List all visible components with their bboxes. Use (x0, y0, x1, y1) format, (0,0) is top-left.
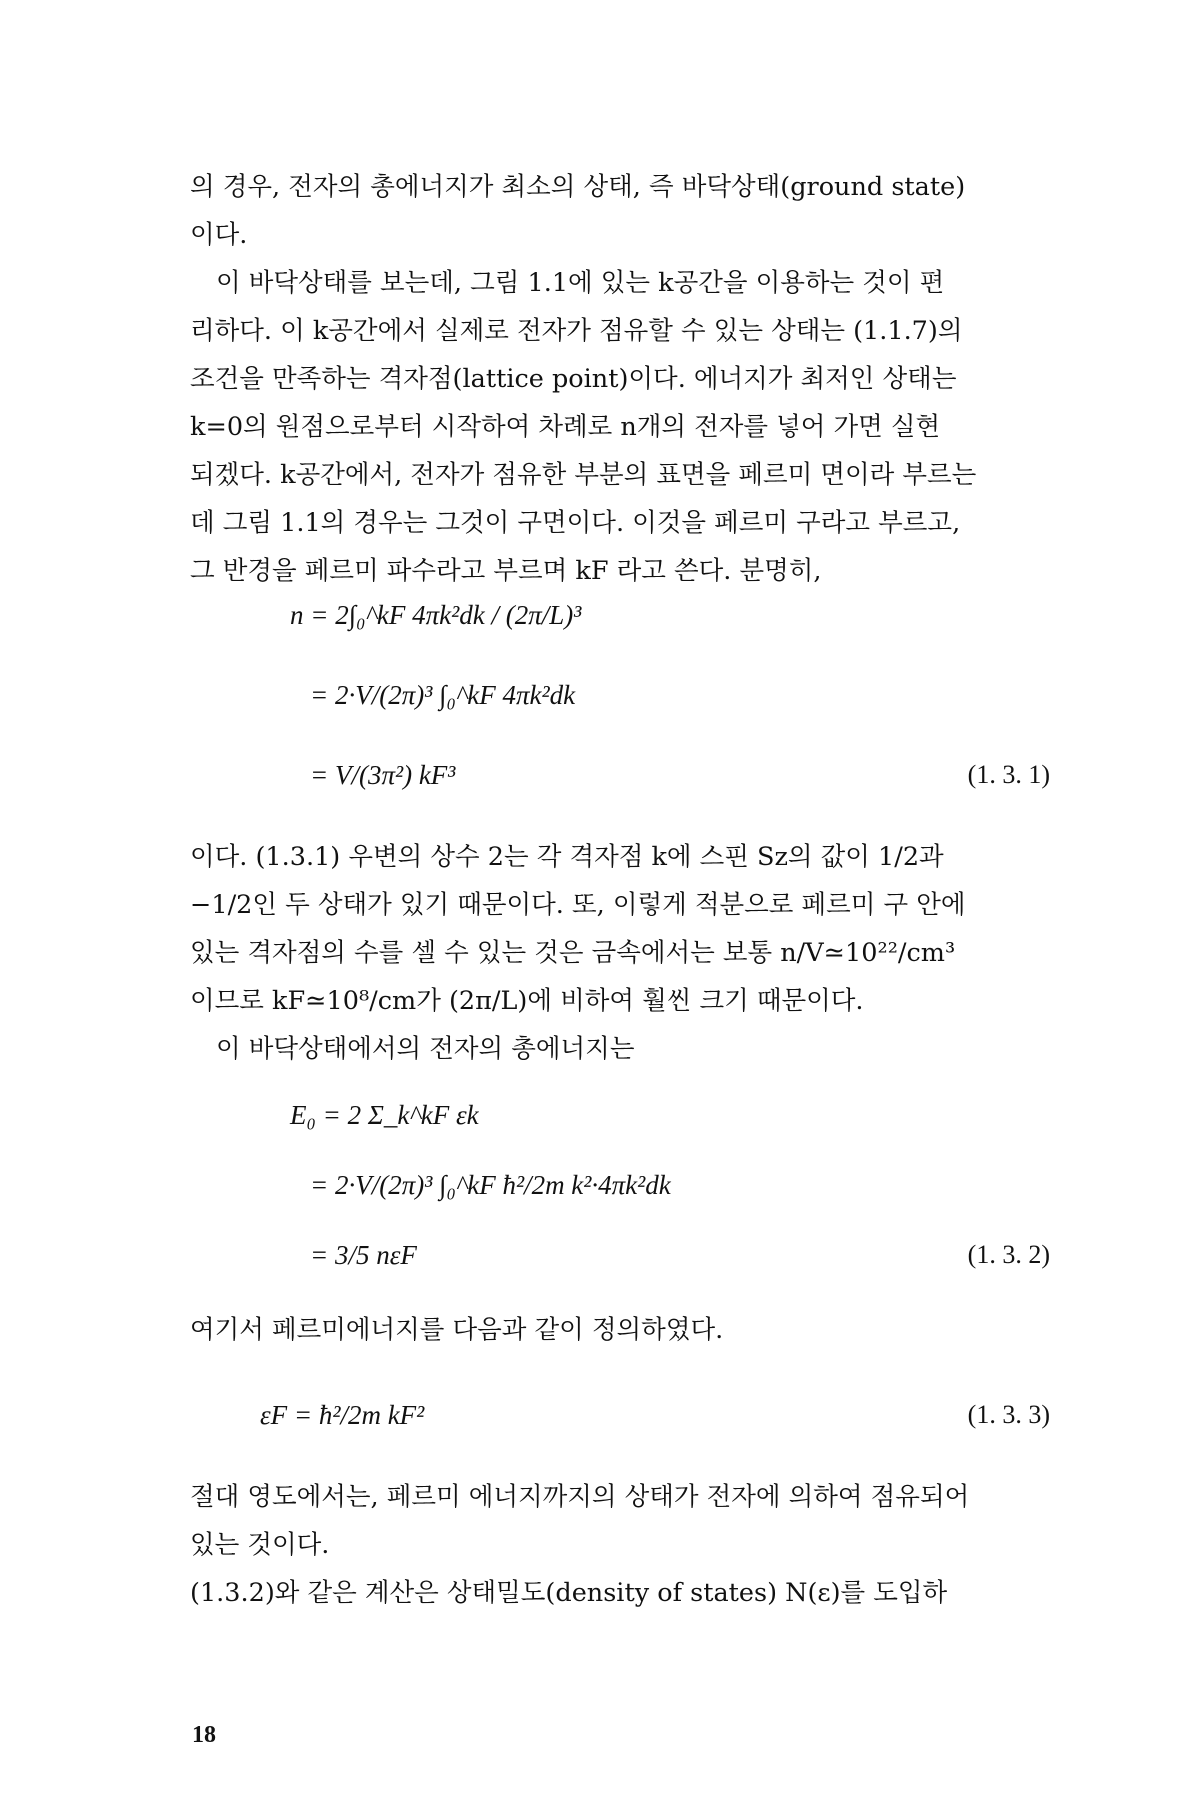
equation-number: (1. 3. 2) (967, 1240, 1050, 1269)
text-line: 그 반경을 페르미 파수라고 부르며 kF 라고 쓴다. 분명히, (190, 556, 822, 586)
text-line: 이 바닥상태를 보는데, 그림 1.1에 있는 k공간을 이용하는 것이 편 (216, 268, 945, 298)
text-line: 리하다. 이 k공간에서 실제로 전자가 점유할 수 있는 상태는 (1.1.7)의 (190, 316, 963, 346)
text-line: 있는 격자점의 수를 셀 수 있는 것은 금속에서는 보통 n/V≃10²²/cm³ (190, 938, 956, 968)
paragraph-absolute-zero (190, 1473, 1070, 1569)
paragraph-k-space (190, 259, 1070, 595)
equation-1-3-3-line-1: εF = ħ²/2m kF² (260, 1400, 425, 1430)
paragraph-fermi-energy-def (190, 1306, 1070, 1354)
text-line: k=0의 원점으로부터 시작하여 차례로 n개의 전자를 넣어 가면 실현 (190, 412, 941, 442)
paragraph-spin-factor (190, 833, 1070, 1025)
paragraph-total-energy-intro (190, 1025, 1070, 1073)
equation-1-3-2-line-2: = 2·V/(2π)³ ∫₀^kF ħ²/2m k²·4πk²dk (310, 1170, 671, 1200)
equation-number: (1. 3. 1) (967, 760, 1050, 789)
paragraph-ground-state (190, 163, 1070, 259)
text-line: 조건을 만족하는 격자점(lattice point)이다. 에너지가 최저인 상태는 (190, 364, 957, 394)
text-line: 여기서 페르미에너지를 다음과 같이 정의하였다. (190, 1315, 724, 1345)
page-number: 18 (192, 1722, 216, 1748)
text-line: 절대 영도에서는, 페르미 에너지까지의 상태가 전자에 의하여 점유되어 (190, 1482, 970, 1512)
text-line: −1/2인 두 상태가 있기 때문이다. 또, 이렇게 적분으로 페르미 구 안에 (190, 890, 966, 920)
equation-1-3-1-line-1: n = 2∫₀^kF 4πk²dk / (2π/L)³ (290, 600, 582, 630)
text-line: 되겠다. k공간에서, 전자가 점유한 부분의 표면을 페르미 면이라 부르는 (190, 460, 977, 490)
text-line: 이다. (1.3.1) 우변의 상수 2는 각 격자점 k에 스핀 Sz의 값이 1/2과 (190, 842, 944, 872)
text-line: 이다. (190, 220, 248, 250)
equation-1-3-2-line-3: = 3/5 nεF (310, 1240, 417, 1270)
equation-1-3-1-line-3: = V/(3π²) kF³ (310, 760, 456, 790)
equation-number: (1. 3. 3) (967, 1400, 1050, 1429)
text-line: 의 경우, 전자의 총에너지가 최소의 상태, 즉 바닥상태(ground state) (190, 172, 966, 202)
text-line: 이 바닥상태에서의 전자의 총에너지는 (216, 1034, 635, 1064)
equation-1-3-1-line-2: = 2·V/(2π)³ ∫₀^kF 4πk²dk (310, 680, 576, 710)
equation-1-3-2-line-1: E₀ = 2 Σ_k^kF εk (290, 1100, 479, 1130)
text-line: (1.3.2)와 같은 계산은 상태밀도(density of states) N(ε)를 도입하 (190, 1578, 948, 1608)
text-line: 이므로 kF≃10⁸/cm가 (2π/L)에 비하여 훨씬 크기 때문이다. (190, 986, 864, 1016)
paragraph-density-of-states (190, 1569, 1070, 1617)
text-line: 데 그림 1.1의 경우는 그것이 구면이다. 이것을 페르미 구라고 부르고, (190, 508, 961, 538)
text-line: 있는 것이다. (190, 1530, 330, 1560)
